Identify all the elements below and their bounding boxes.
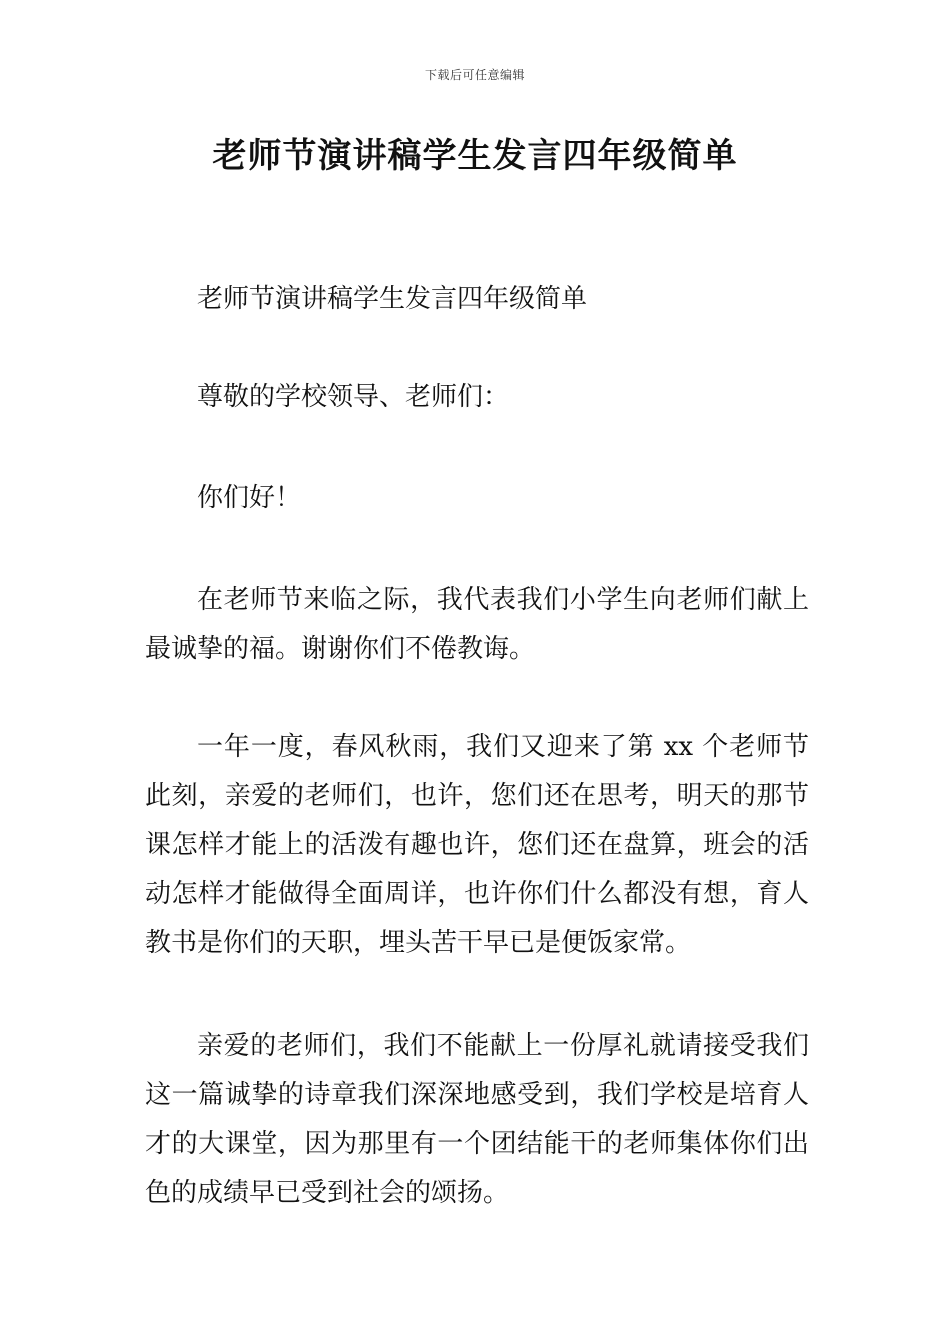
subtitle-paragraph: 老师节演讲稿学生发言四年级简单 bbox=[197, 284, 588, 314]
page-title: 老师节演讲稿学生发言四年级简单 bbox=[212, 136, 738, 176]
salutation-paragraph: 尊敬的学校领导、老师们： bbox=[197, 382, 510, 412]
body-paragraph-3: 亲爱的老师们，我们不能献上一份厚礼就请接受我们这一篇诚挚的诗章我们深深地感受到，我们学校是培育人才的大课堂，因为那里有一个团结能干的老师集体你们出色的成绩早已受到社会的颂扬。 bbox=[145, 1031, 809, 1208]
header-note: 下载后可任意编辑 bbox=[424, 68, 525, 82]
greeting-paragraph: 你们好！ bbox=[197, 483, 302, 513]
body-paragraph-1: 在老师节来临之际，我代表我们小学生向老师们献上最诚挚的福。谢谢你们不倦教诲。 bbox=[145, 585, 809, 664]
body-paragraph-2: 一年一度，春风秋雨，我们又迎来了第 xx 个老师节此刻，亲爱的老师们，也许，您们还在思考，明天的那节课怎样才能上的活泼有趣也许，您们还在盘算，班会的活动怎样才能做得全面周详，也许你们什么都没有想，育人教书是你们的天职，埋头苦干早已是便饭家常。 bbox=[145, 732, 809, 958]
